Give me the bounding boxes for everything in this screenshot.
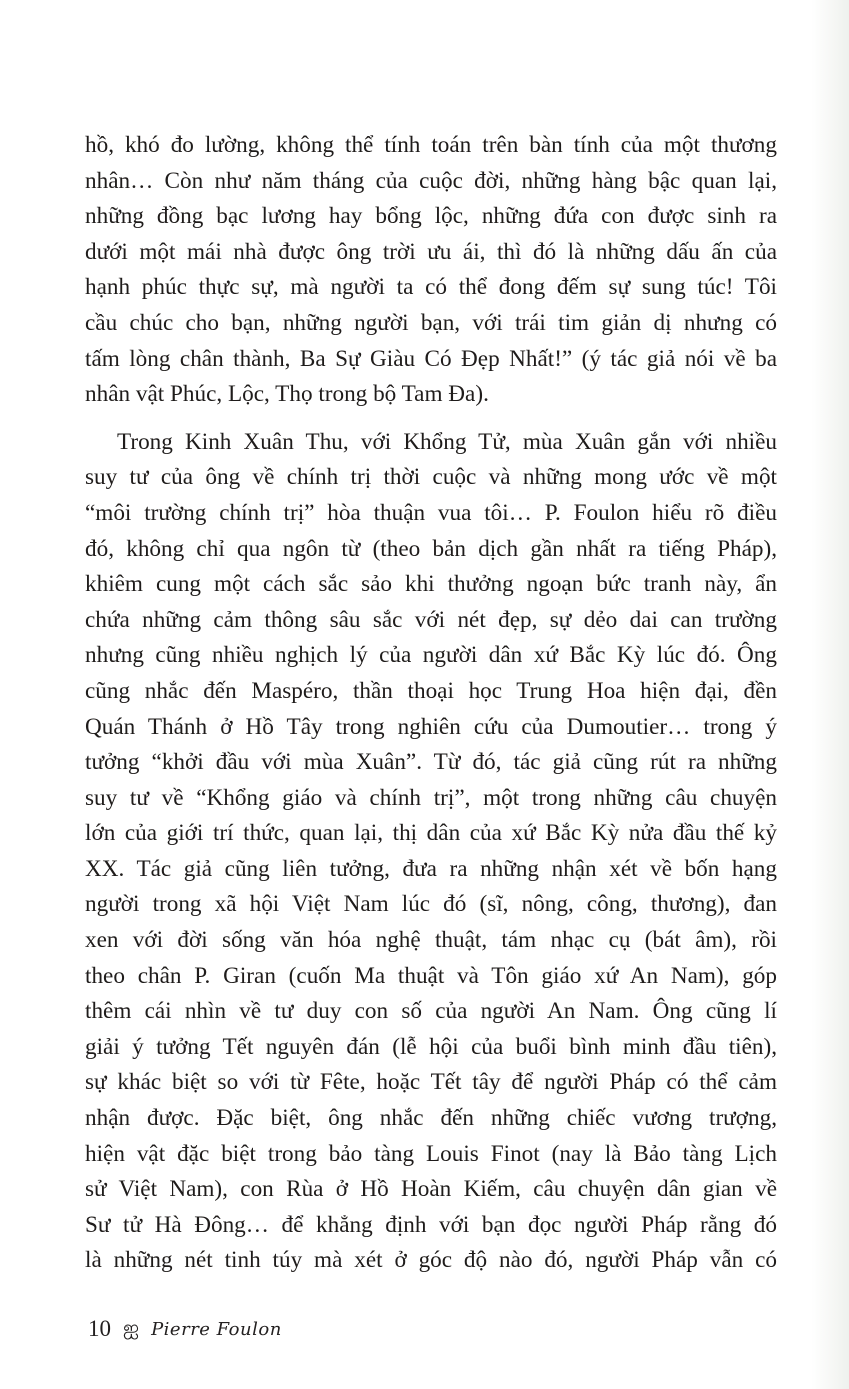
- text-line: Sư tử Hà Đông… để khẳng định với bạn đọc người Pháp rằng đó: [85, 1211, 777, 1238]
- text-line: những đồng bạc lương hay bổng lộc, những đứa con được sinh ra: [85, 203, 777, 230]
- text-line: suy tư về “Khổng giáo và chính trị”, một trong những câu chuyện: [85, 784, 777, 811]
- text-line: chứa những cảm thông sâu sắc với nét đẹp, sự dẻo dai can trường: [85, 606, 777, 633]
- text-line: nhận được. Đặc biệt, ông nhắc đến những chiếc vương trượng,: [85, 1105, 777, 1132]
- text-line: lớn của giới trí thức, quan lại, thị dân của xứ Bắc Kỳ nửa đầu thế kỷ: [85, 820, 777, 847]
- text-line: nhân… Còn như năm tháng của cuộc đời, những hàng bậc quan lại,: [85, 167, 777, 194]
- paragraph: [85, 425, 777, 1279]
- text-line: dưới một mái nhà được ông trời ưu ái, thì đó là những dấu ấn của: [85, 238, 777, 265]
- text-line: xen với đời sống văn hóa nghệ thuật, tám nhạc cụ (bát âm), rồi: [85, 927, 777, 954]
- text-line: hồ, khó đo lường, không thể tính toán trên bàn tính của một thương: [85, 132, 777, 158]
- ornament-icon: ஐ: [123, 1316, 138, 1339]
- text-line: Quán Thánh ở Hồ Tây trong nghiên cứu của Dumoutier… trong ý: [85, 713, 777, 740]
- text-line: hiện vật đặc biệt trong bảo tàng Louis Finot (nay là Bảo tàng Lịch: [85, 1140, 777, 1167]
- text-line: hạnh phúc thực sự, mà người ta có thể đong đếm sự sung túc! Tôi: [85, 274, 777, 301]
- text-line: sử Việt Nam), con Rùa ở Hồ Hoàn Kiếm, câu chuyện dân gian về: [85, 1176, 777, 1203]
- text-line: XX. Tác giả cũng liên tưởng, đưa ra những nhận xét về bốn hạng: [85, 855, 777, 882]
- text-line: cầu chúc cho bạn, những người bạn, với trái tim giản dị nhưng có: [85, 309, 777, 336]
- text-line: đó, không chỉ qua ngôn từ (theo bản dịch gần nhất ra tiếng Pháp),: [85, 535, 777, 562]
- running-header-author: Pierre Foulon: [151, 1318, 282, 1340]
- text-line: tưởng “khởi đầu với mùa Xuân”. Từ đó, tác giả cũng rút ra những: [85, 749, 777, 776]
- text-line: theo chân P. Giran (cuốn Ma thuật và Tôn giáo xứ An Nam), góp: [85, 962, 777, 989]
- paragraph-gap: [85, 413, 777, 425]
- text-line: tấm lòng chân thành, Ba Sự Giàu Có Đẹp Nhất!” (ý tác giả nói về ba: [85, 345, 777, 372]
- page-footer: [88, 1316, 282, 1342]
- text-line: là những nét tinh túy mà xét ở góc độ nào đó, người Pháp vẫn có: [85, 1247, 777, 1274]
- body-text: [85, 128, 777, 1279]
- page-edge-shadow: [811, 0, 849, 1389]
- text-line: giải ý tưởng Tết nguyên đán (lễ hội của buổi bình minh đầu tiên),: [85, 1033, 777, 1060]
- text-line: “môi trường chính trị” hòa thuận vua tôi… P. Foulon hiểu rõ điều: [85, 499, 777, 526]
- page-number: 10: [88, 1316, 111, 1341]
- text-line: sự khác biệt so với từ Fête, hoặc Tết tây để người Pháp có thể cảm: [85, 1069, 777, 1096]
- paragraph: [85, 128, 777, 413]
- text-line: suy tư của ông về chính trị thời cuộc và những mong ước về một: [85, 464, 777, 491]
- text-line: người trong xã hội Việt Nam lúc đó (sĩ, nông, công, thương), đan: [85, 891, 777, 918]
- text-line: Trong Kinh Xuân Thu, với Khổng Tử, mùa Xuân gắn với nhiều: [117, 428, 777, 455]
- text-line: nhân vật Phúc, Lộc, Thọ trong bộ Tam Đa).: [85, 381, 489, 408]
- text-line: thêm cái nhìn về tư duy con số của người An Nam. Ông cũng lí: [85, 998, 777, 1025]
- text-line: cũng nhắc đến Maspéro, thần thoại học Trung Hoa hiện đại, đền: [85, 677, 777, 704]
- text-line: nhưng cũng nhiều nghịch lý của người dân xứ Bắc Kỳ lúc đó. Ông: [85, 642, 777, 669]
- text-line: khiêm cung một cách sắc sảo khi thưởng ngoạn bức tranh này, ẩn: [85, 571, 777, 598]
